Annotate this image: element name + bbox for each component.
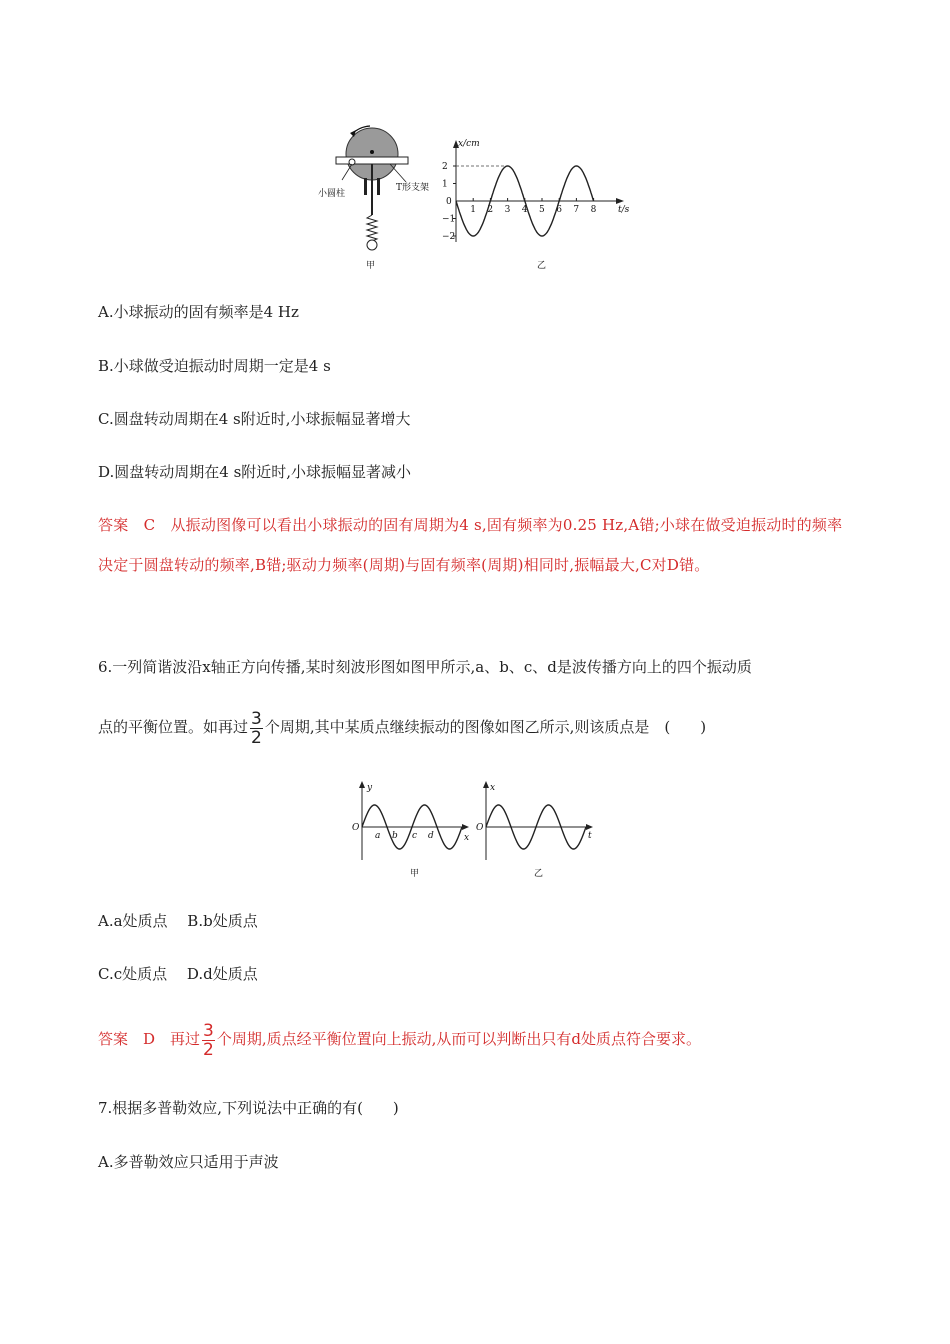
vib-y-arrow-icon	[483, 781, 489, 788]
q6-answer	[98, 1020, 701, 1059]
q5-option-d: D.圆盘转动周期在4 s附近时,小球振幅显著减小	[98, 463, 412, 481]
caption-yi: 乙	[537, 261, 547, 271]
vib-x-arrow-icon	[586, 824, 593, 830]
graph-origin: 0	[446, 197, 452, 207]
x-tick-label: 5	[539, 205, 545, 215]
point-label-a: a	[375, 831, 381, 841]
y-tick-label: 2	[442, 162, 448, 172]
q5-answer: 答案 C 从振动图像可以看出小球振动的固有周期为4 s,固有频率为0.25 Hz,A错;小球在做受迫振动时的频率决定于圆盘转动的频率,B错;驱动力频率(周期)与固有频率(周期)相同时,振幅最大,C对D错。	[98, 516, 843, 574]
ball	[367, 240, 377, 250]
y-tick-label: 1	[442, 179, 448, 190]
wave-y-arrow-icon	[359, 781, 365, 788]
q6-answer-post: 个周期,质点经平衡位置向上振动,从而可以判断出只有d处质点符合要求。	[216, 1030, 702, 1048]
spring	[367, 215, 377, 241]
leader-cylinder	[342, 164, 352, 180]
q6-answer-pre: 答案 D 再过	[98, 1030, 201, 1048]
x-axis-arrow-icon	[616, 198, 624, 204]
label-cylinder: 小圆柱	[318, 189, 346, 199]
disc-center	[370, 150, 374, 154]
fraction-denominator: 2	[251, 727, 262, 748]
q7-stem: 7.根据多普勒效应,下列说法中正确的有( )	[98, 1099, 399, 1117]
q5-option-a: A.小球振动的固有频率是4 Hz	[98, 303, 299, 321]
point-label-c: c	[412, 831, 418, 841]
answer-fraction-numerator: 3	[203, 1020, 214, 1041]
point-label-b: b	[392, 831, 398, 841]
q6-options-line1: A.a处质点 B.b处质点	[98, 912, 258, 930]
caption-jia: 甲	[366, 261, 376, 271]
vib-x-label: t	[588, 831, 592, 841]
q7-option-a: A.多普勒效应只适用于声波	[98, 1153, 279, 1171]
q6-options-line2: C.c处质点 D.d处质点	[98, 965, 258, 983]
x-tick-label: 2	[487, 205, 494, 215]
graph-y-label: x/cm	[458, 139, 480, 149]
x-tick-label: 3	[504, 205, 511, 215]
answer-fraction-denominator: 2	[203, 1039, 214, 1060]
x-tick-label: 4	[521, 205, 528, 215]
wave-y-label: y	[367, 783, 373, 793]
x-tick-label: 1	[470, 205, 476, 215]
wave-x-arrow-icon	[462, 824, 469, 830]
wave-x-label: x	[464, 833, 470, 843]
y-tick-label: −1	[442, 214, 456, 225]
point-label-d: d	[428, 831, 434, 841]
q6-stem-post: 个周期,其中某质点继续振动的图像如图乙所示,则该质点是 ( )	[264, 718, 707, 736]
x-tick-label: 8	[590, 205, 597, 215]
guide-left	[364, 178, 367, 195]
q6-stem-pre: 点的平衡位置。如再过	[98, 718, 249, 736]
leader-frame	[390, 164, 406, 182]
fraction-numerator: 3	[251, 708, 262, 729]
caption-yi-2: 乙	[534, 869, 544, 879]
fraction-three-halves	[250, 710, 263, 747]
q5-option-c: C.圆盘转动周期在4 s附近时,小球振幅显著增大	[98, 410, 411, 428]
x-tick-label: 6	[556, 205, 562, 215]
figure-wave-and-vibration	[350, 778, 610, 883]
t-bar	[336, 157, 408, 164]
answer-fraction	[202, 1022, 215, 1059]
q6-stem-line2	[98, 708, 706, 747]
figure-oscillator-apparatus	[318, 120, 650, 280]
guide-right	[377, 178, 380, 195]
wave-origin: O	[352, 823, 360, 833]
graph-x-label: t/s	[618, 205, 630, 215]
x-tick-label: 7	[573, 205, 580, 215]
q6-stem-line1: 6.一列简谐波沿x轴正方向传播,某时刻波形图如图甲所示,a、b、c、d是波传播方向上的四个振动质	[98, 658, 752, 676]
y-tick-label: −2	[442, 232, 456, 242]
label-t-frame: T形支架	[396, 183, 430, 193]
caption-jia-2: 甲	[410, 869, 420, 879]
q5-option-b: B.小球做受迫振动时周期一定是4 s	[98, 357, 331, 375]
vibration-graph	[442, 139, 630, 242]
vib-origin: O	[476, 823, 484, 833]
vib-y-label: x	[490, 783, 496, 793]
